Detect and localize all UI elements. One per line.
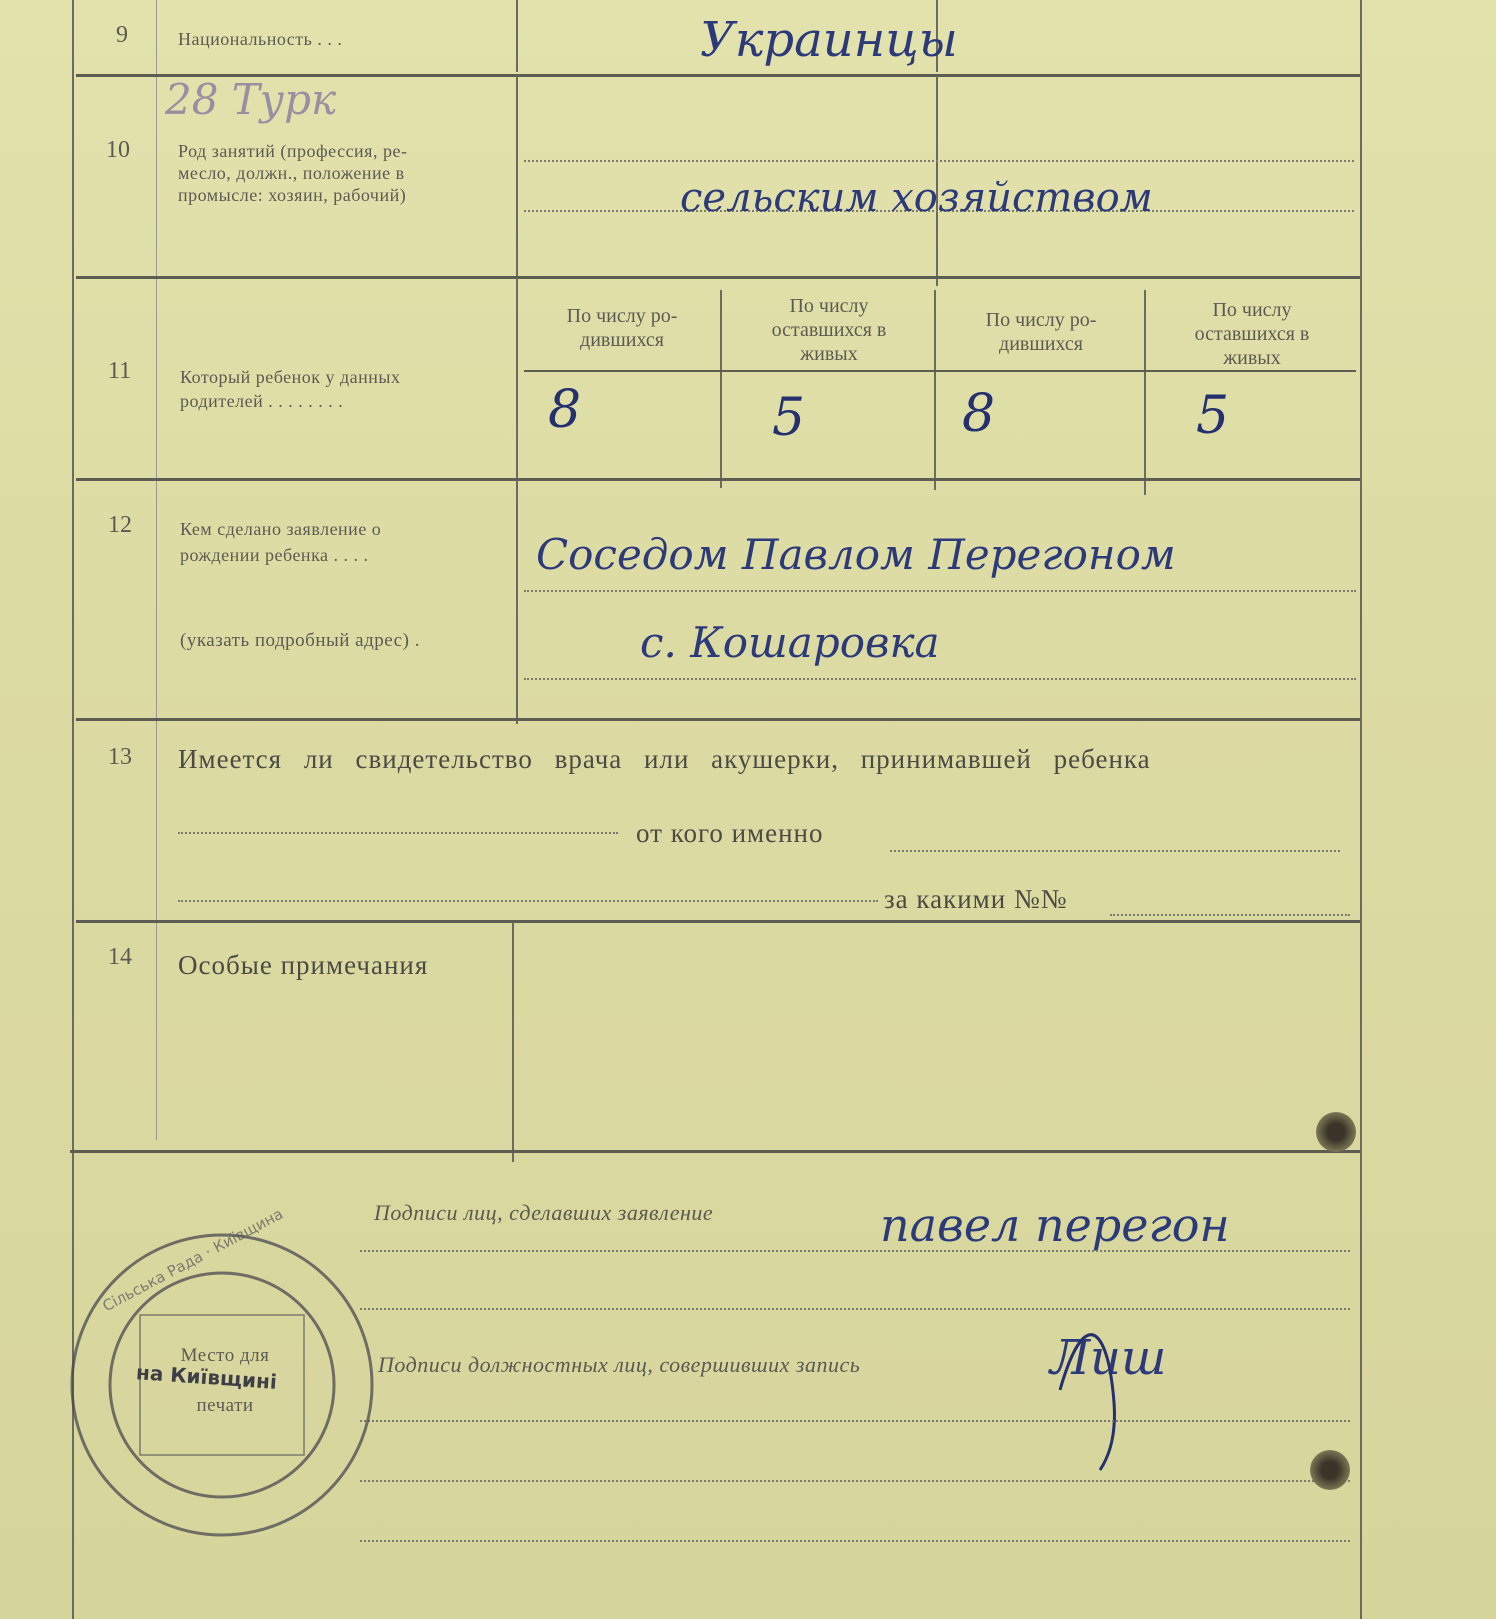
column-divider-num [156, 0, 157, 1140]
row11-header-3: По числу ро- дившихся [985, 309, 1097, 355]
stamp-place-label-2: печати [196, 1395, 254, 1416]
official-signature-stroke [1040, 1310, 1200, 1480]
stamp-ring-text: Сільська Рада · Київщина [99, 1204, 286, 1316]
row13-bottom [76, 920, 1360, 923]
row12-address-label: (указать подробный адрес) . [180, 630, 420, 651]
row13-dotline1 [178, 832, 618, 834]
row13-dotline3 [178, 900, 878, 902]
row11-value-1: 8 [548, 380, 582, 440]
row9-divider [516, 0, 518, 72]
row9-value: Украинцы [700, 12, 958, 68]
sig-dotline4 [360, 1480, 1350, 1482]
row11-number: 11 [108, 358, 132, 384]
row11-subheader-line [524, 370, 1356, 372]
sig-dotline1 [360, 1250, 1350, 1252]
stamp-place-label: Место для [180, 1345, 270, 1366]
applicants-signature-value: павел перегон [880, 1198, 1230, 1252]
row11-header-4: По числу оставшихся в живых [1194, 299, 1310, 369]
sig-dotline5 [360, 1540, 1350, 1542]
officials-signature-label: Подписи должностных лиц, совершивших запись [378, 1352, 861, 1377]
sig-dotline2 [360, 1308, 1350, 1310]
row11-value-3: 8 [962, 384, 996, 444]
row9-number: 9 [116, 22, 128, 48]
row12-value-1: Соседом Павлом Перегоном [536, 530, 1176, 579]
row11-divider-d [1144, 290, 1146, 495]
row13-from-whom: от кого именно [636, 818, 824, 848]
row12-value-2: с. Кошаровка [640, 618, 940, 667]
stamp-text: на Київщині [135, 1360, 278, 1394]
row13-dotline2 [890, 850, 1340, 852]
stray-mark: 28 Турк [165, 75, 337, 124]
row14-bottom [70, 1150, 1360, 1153]
document-page: 9 Национальность . . . Украинцы 28 Турк 10 Род занятий (профессия, ре- месло, должн., положение в промысле: хозяин, рабочий) сельским хозяйством 11 Который ребенок у данных родителей . . . . . . . . По числу ро- дившихся По числу оставшихся в живых По числу ро- дившихся По числу оставшихся в живых 8 5 8 5 12 Кем сделано заявление о рождении ребенка . . . . (указать подробный адрес) . Соседом Павлом Перегоном с. Кошаровка 13 Имеется ли свидетельство врача или акушерки, принимавшей ребенка от кого именно за какими №№ 14 Особые примечания Подписи лиц, сделавших заявление павел перегон Подписи должностных лиц, совершивших запись Лиш Место для печати на Київщині Сільська Рада · Київщина [0, 0, 1496, 1619]
row14-label: Особые примечания [178, 950, 429, 980]
row11-value-2: 5 [772, 388, 806, 448]
row11-header-1: По числу ро- дившихся [566, 305, 678, 351]
official-stamp [62, 1204, 382, 1545]
applicants-signature-label: Подписи лиц, сделавших заявление [374, 1200, 714, 1225]
row11-divider-c [934, 290, 936, 490]
row9-label: Национальность . . . [178, 29, 343, 49]
row11-bottom [76, 478, 1360, 481]
binding-hole-top [1316, 1112, 1356, 1152]
row10-number: 10 [106, 137, 130, 163]
row10-divider [516, 76, 518, 276]
frame-right [1360, 0, 1362, 1619]
row13-numbers: за какими №№ [884, 884, 1068, 914]
officials-signature-value: Лиш [1050, 1330, 1167, 1386]
row14-number: 14 [108, 944, 132, 970]
sig-dotline3 [360, 1420, 1350, 1422]
row13-question: Имеется ли свидетельство врача или акушерки, принимавшей ребенка [178, 744, 1151, 774]
row11-header-2: По числу оставшихся в живых [771, 295, 887, 365]
row11-value-4: 5 [1196, 386, 1230, 446]
row12-dotline1 [524, 590, 1356, 592]
row10-bottom [76, 276, 1360, 279]
row12-dotline2 [524, 678, 1356, 680]
row10-value: сельским хозяйством [680, 175, 1153, 221]
row12-divider [516, 480, 518, 724]
row10-dotline1 [524, 160, 1354, 162]
row12-bottom [76, 718, 1360, 721]
row11-divider-b [720, 290, 722, 488]
row13-number: 13 [108, 744, 132, 770]
row14-divider [512, 922, 514, 1162]
row12-number: 12 [108, 512, 132, 538]
row13-dotline4 [1110, 914, 1350, 916]
binding-hole-bottom [1310, 1450, 1350, 1490]
row11-divider-a [516, 278, 518, 478]
